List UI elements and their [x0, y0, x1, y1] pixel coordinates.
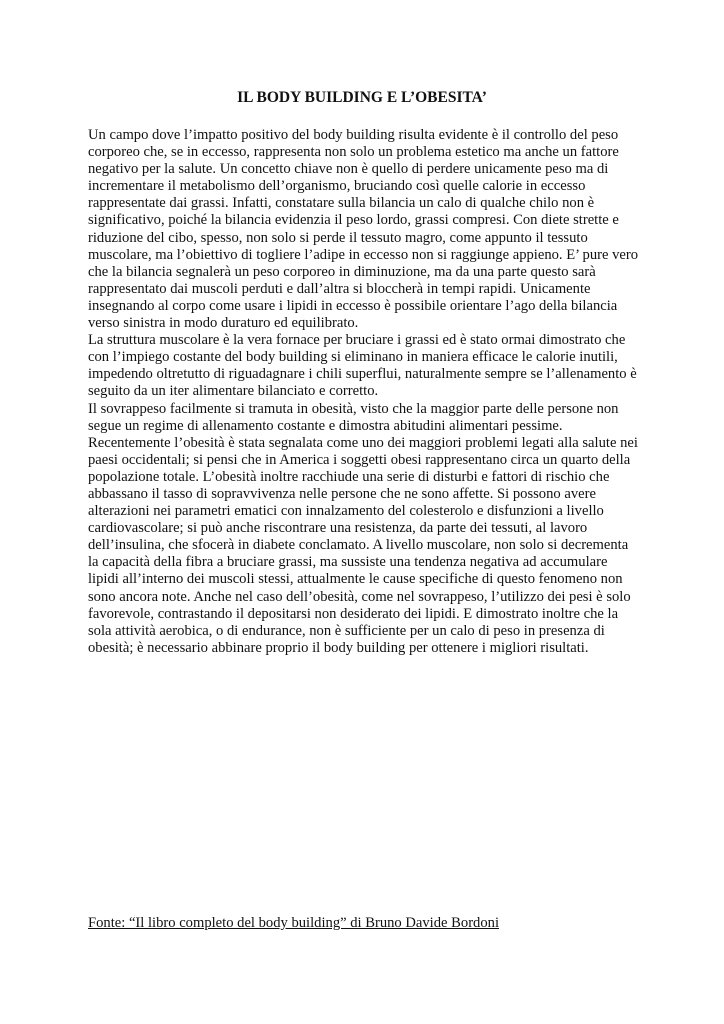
- paragraph-3: Il sovrappeso facilmente si tramuta in obesità, visto che la maggior parte delle persone non segue un regime di allenamento costante e dimostra abitudini alimentari pessime. Recentemente l’obesità è stata segnalata come uno dei maggiori problemi legati alla salute nei paesi occidentali; si pensi che in America i soggetti obesi rappresentano circa un quarto della popolazione totale. L’obesità inoltre racchiude una serie di disturbi e fattori di rischio che abbassano il tasso di sopravvivenza nelle persone che ne sono affette. Si possono avere alterazioni nei parametri ematici con innalzamento del colesterolo e disfunzioni a livello cardiovascolare; si può anche riscontrare una resistenza, da parte dei tessuti, al lavoro dell’insulina, che sfocerà in diabete conclamato. A livello muscolare, non solo si decrementa la capacità della fibra a bruciare grassi, ma sussiste una tendenza negativa ad accumulare lipidi all’interno dei muscoli stessi, attualmente le cause specifiche di questo fenomeno non sono ancora note. Anche nel caso dell’obesità, come nel sovrappeso, l’utilizzo dei pesi è solo favorevole, contrastando il depositarsi non desiderato dei lipidi. E dimostrato inoltre che la sola attività aerobica, o di endurance, non è sufficiente per un calo di peso in presenza di obesità; è necessario abbinare proprio il body building per ottenere i migliori risultati.: [88, 400, 638, 656]
- source-citation: Fonte: “Il libro completo del body building” di Bruno Davide Bordoni: [88, 915, 499, 931]
- paragraph-1: Un campo dove l’impatto positivo del body building risulta evidente è il controllo del peso corporeo che, se in eccesso, rappresenta non solo un problema estetico ma anche un fattore negativo per la salute. Un concetto chiave non è quello di perdere unicamente peso ma di incrementare il metabolismo dell’organismo, bruciando così quelle calorie in eccesso rappresentate dai grassi. Infatti, constatare sulla bilancia un calo di qualche chilo non è significativo, poiché la bilancia evidenzia il peso lordo, grassi compresi. Con diete strette e riduzione del cibo, spesso, non solo si perde il tessuto magro, come appunto il tessuto muscolare, ma l’obiettivo di togliere l’adipe in eccesso non si raggiunge appieno. E’ pure vero che la bilancia segnalerà un peso corporeo in diminuzione, ma da una parte questo sarà rappresentato dai muscoli perduti e dall’altra si bloccherà in tempi rapidi. Unicamente insegnando al corpo come usare i lipidi in eccesso è possibile orientare l’ago della bilancia verso sinistra in modo duraturo ed equilibrato.: [88, 127, 639, 332]
- page-title: IL BODY BUILDING E L’OBESITA’: [237, 89, 487, 106]
- body-text: [88, 127, 640, 657]
- paragraph-2: La struttura muscolare è la vera fornace per bruciare i grassi ed è stato ormai dimostrato che con l’impiego costante del body building si eliminano in maniera efficace le calorie inutili, impedendo oltretutto di riguadagnare i chili superflui, naturalmente sempre se l’allenamento è seguito da un iter alimentare bilanciato e corretto.: [88, 332, 637, 400]
